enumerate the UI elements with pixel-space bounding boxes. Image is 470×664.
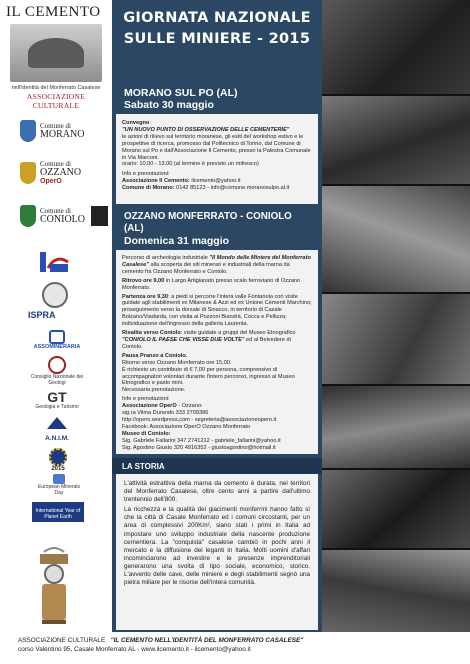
contact-email[interactable]: ilcemento@yahoo.it xyxy=(191,178,241,185)
main-column xyxy=(112,0,322,632)
contributo-text: È richiesto un contributo di € 7,00 per persona, comprensivo di accompagnatori volontari durante l'intero percorso, ingresso al Museo Etnografico e pasto mini. xyxy=(122,366,295,387)
storia-paragraph: La ricchezza e la qualità dei giacimenti monferrini hanno fatto sì che la città di Casale Monferrato ed i comuni circostanti, per un area di complessivi 200Km², siano stati i primi in Italia ad impostare uno sviluppo industriale della nascente produzione cementiera. La "conquista" casalese cambiò in pochi anni il mercato e la diffusione dei leganti in Italia. Molti uomini d'affari incominciarono ad investire e le presenze imprenditoriali generarono una svolta di tipo sociale, economico, storico. L'avvento delle cave, delle miniere e degli stabilimenti segnò una pietra miliare per le risorse dell'intera comunità. xyxy=(124,506,310,587)
anim-label: A.N.I.M. xyxy=(45,435,69,442)
event-place: OZZANO MONFERRATO - CONIOLO (AL) xyxy=(124,211,292,234)
prenotazione-text: Necessaria prenotazione. xyxy=(122,387,186,394)
miners-group-photo xyxy=(322,96,470,186)
photo-collage xyxy=(322,0,470,632)
comune-label: Comune di xyxy=(40,207,71,215)
risalita-label: Risalita verso Coniolo xyxy=(122,330,181,337)
minerals-day-label: European Minerals Day xyxy=(38,484,80,496)
workers-photo xyxy=(322,294,470,386)
geologi-logo xyxy=(30,356,84,386)
footer-contacts[interactable]: corso Valentino 95, Casale Monferrato AL - www.ilcemento.it - ilcemento@yahoo.it xyxy=(18,646,251,653)
ispra-logo xyxy=(28,310,88,320)
comune-name: OZZANO xyxy=(40,167,82,178)
event-morano-panel xyxy=(116,84,318,204)
contact-facebook[interactable]: Facebook: Associazione OperO Ozzano Monferrato xyxy=(122,423,251,430)
title-line-1: GIORNATA NAZIONALE xyxy=(123,10,311,26)
event-place: MORANO SUL PO (AL) xyxy=(124,87,238,99)
event-morano-header xyxy=(116,84,318,114)
crest-icon xyxy=(20,162,36,184)
association-logo xyxy=(4,4,108,110)
museum-logo-icon xyxy=(91,206,108,226)
contact-phone-email[interactable]: Sig. Agostino Giusto 320 4916352 - giustoagostino@hotmail.it xyxy=(122,444,276,451)
event-ozzano-header xyxy=(116,208,318,250)
geologi-label: Consiglio Nazionale dei Geologi xyxy=(30,374,84,386)
footer-association-name: "IL CEMENTO NELL'IDENTITÀ DEL MONFERRATO CASALESE" xyxy=(110,637,304,644)
info-label: Info e prenotazioni: xyxy=(122,396,170,403)
cement-emblem-icon xyxy=(10,24,102,82)
unesco-logo xyxy=(32,502,84,522)
miner-lantern-icon xyxy=(30,546,78,626)
geology-seal-icon xyxy=(42,282,68,308)
footer xyxy=(0,632,470,664)
opero-logo: OperO xyxy=(40,178,62,185)
event-morano-body xyxy=(116,114,318,192)
gt-label: GT xyxy=(47,389,67,405)
comune-morano-logo xyxy=(20,120,108,142)
contact-name: Comune di Morano: xyxy=(122,185,175,192)
page-title xyxy=(112,8,322,50)
brand-association: ASSOCIAZIONE CULTURALE xyxy=(26,92,86,110)
event-date: Sabato 30 maggio xyxy=(124,99,214,111)
minerals-day-logo xyxy=(34,474,84,496)
anim-logo xyxy=(30,416,84,442)
convegno-title: "UN NUOVO PUNTO DI OSSERVAZIONE DELLE CEMENTERIE" xyxy=(122,126,290,133)
anim-icon xyxy=(46,416,68,430)
minerals-icon xyxy=(53,474,65,484)
crest-icon xyxy=(20,120,36,142)
convegno-description: le azioni di rilievo sul territorio moranese, gli esiti del workshop estivo e le prospettive di ricerca, promosso dal Politecnico di Torino, dal Comune di Morano sul Po e dall'Associazione Il Cemento, presso la Palestra Comunale in Via Marconi. xyxy=(122,133,311,161)
contact-phone-email[interactable]: Sig. Gabriele Fallarini 347 2741212 - gabriele_fallarini@yahoo.it xyxy=(122,437,281,444)
title-line-2: SULLE MINIERE - 2015 xyxy=(123,31,311,47)
storia-paragraph: L'attività estrattiva della marna da cemento è durata, nei territori del Monferrato Casalese, oltre cento anni a partire dall'ultimo trentennio dell'800. xyxy=(124,480,310,504)
museo-title: "CONIOLO IL PAESE CHE VISSE DUE VOLTE" xyxy=(122,336,245,343)
assomineraria-label: ASSOMINERARIA xyxy=(33,344,81,350)
miner-lamp-photo xyxy=(322,386,470,470)
comune-label: Comune di xyxy=(40,122,71,130)
event-ozzano-panel xyxy=(116,208,318,454)
info-label: Info e prenotazioni: xyxy=(122,171,170,178)
blue-wave-logo xyxy=(38,248,72,276)
gt-sublabel: Geologia e Turismo xyxy=(35,404,79,410)
assomineraria-logo xyxy=(22,330,92,350)
storia-heading: LA STORIA xyxy=(112,458,322,474)
comune-label: Comune di xyxy=(40,160,71,168)
mine-tunnel-photo xyxy=(322,186,470,294)
year-label: 2015 xyxy=(51,466,65,472)
brand-tagline: nell'identità del Monferrato Casalese xyxy=(11,85,101,91)
contact-name: Museo di Coniolo: xyxy=(122,430,171,437)
footer-association: ASSOCIAZIONE CULTURALE xyxy=(18,637,106,644)
storia-text xyxy=(116,474,318,630)
contact-phone-email[interactable]: 0142 85123 - info@comune.moranosulpo.al.it xyxy=(176,185,290,192)
event-date: Domenica 31 maggio xyxy=(124,235,230,247)
ritrovo-label: Ritrovo ore 9,00 xyxy=(122,277,165,284)
comune-coniolo-logo xyxy=(20,205,108,227)
ispra-label: ISPRA xyxy=(28,310,56,320)
comune-ozzano-logo xyxy=(20,160,108,185)
rientro-text: Ritorno verso Ozzano Monferrato ore 15,00. xyxy=(122,359,232,366)
contact-link[interactable]: http://opero.wordpress.com - segreteria@associazioneopero.it xyxy=(122,416,277,423)
eu-stars-icon xyxy=(49,448,67,466)
comune-name: MORANO xyxy=(40,129,85,140)
percorso-title: "Il Mondo delle Miniere del Monferrato Casalese" xyxy=(122,255,311,268)
quarry-photo xyxy=(322,550,470,632)
geologi-icon xyxy=(48,356,66,374)
partenza-label: Partenza ore 9,30 xyxy=(122,293,169,300)
gt-logo xyxy=(30,390,84,410)
year-2015-logo xyxy=(38,448,78,472)
event-ozzano-body: Percorso di archeologia industriale "Il Mondo delle Miniere del Monferrato Casalese" alla scoperta dei siti minerari e industriali della marna da cemento fra Ozzano Monferrato e Coniolo. Ritrovo ore 9,00 in Largo Artigianato presso scalo ferroviario di Ozzano Monferrato. Partenza ore 9,30: a piedi si percorre l'intera valle Fontanola con visite guidate agli stabilimenti ex Milanese & Azzi ed ex Unione Cementi Marchino; proseguimento verso la dorsale di Sinacco, in territorio di Casale Bolzano/Viadarda, con visita ai Pozzoni Biandrà, Cocca e Pellizza; individuazione dell'ingresso della galleria Laurenta. Risalita verso Coniolo: visite guidate a gruppi del Museo Etnografico "CONIOLO IL PAESE CHE VISSE DUE VOLTE" ed al Belvedere di Coniolo. Pausa Pranzo a Coniolo. Ritorno verso Ozzano Monferrato ore 15,00. È richiesto un contributo di € 7,00 per persona, comprensivo di accompagnatori volontari durante l'intero percorso, ingresso al Museo Etnografico e pasto mini. Necessaria prenotazione. Info e prenotazioni: Associazione OperO - Ozzano: sig.ra Vilma Durando 333 2709386 http://opero.wordpress.com - segreteria@associazioneopero.it Facebook: Associazione OperO Ozzano Monferrato Museo di Coniolo: Sig. Gabriele Fallarini 347 2741212 - gabriele_fallarini@yahoo.it Sig. Agostino Giusto 320 4916352 - giustoagostino@hotmail.it xyxy=(122,255,312,451)
assomineraria-icon xyxy=(49,330,65,344)
contact-name: Associazione Il Cemento: xyxy=(122,178,190,185)
pausa-label: Pausa Pranzo a Coniolo. xyxy=(122,352,188,359)
mine-cart-photo xyxy=(322,470,470,550)
contact-phone[interactable]: sig.ra Vilma Durando 333 2709386 xyxy=(122,410,209,417)
convegno-time: orario: 10.00 - 13.00 (al termine è previsto un rinfresco) xyxy=(122,161,259,168)
crest-icon xyxy=(20,205,36,227)
contact-name: Associazione OperO xyxy=(122,403,177,410)
unesco-label: International Year of Planet Earth xyxy=(35,508,81,520)
comune-name: CONIOLO xyxy=(40,214,85,225)
miner-photo xyxy=(322,0,470,96)
sponsor-column xyxy=(0,0,112,632)
convegno-label: Convegno xyxy=(122,120,150,126)
brand-title: IL CEMENTO xyxy=(6,4,101,20)
